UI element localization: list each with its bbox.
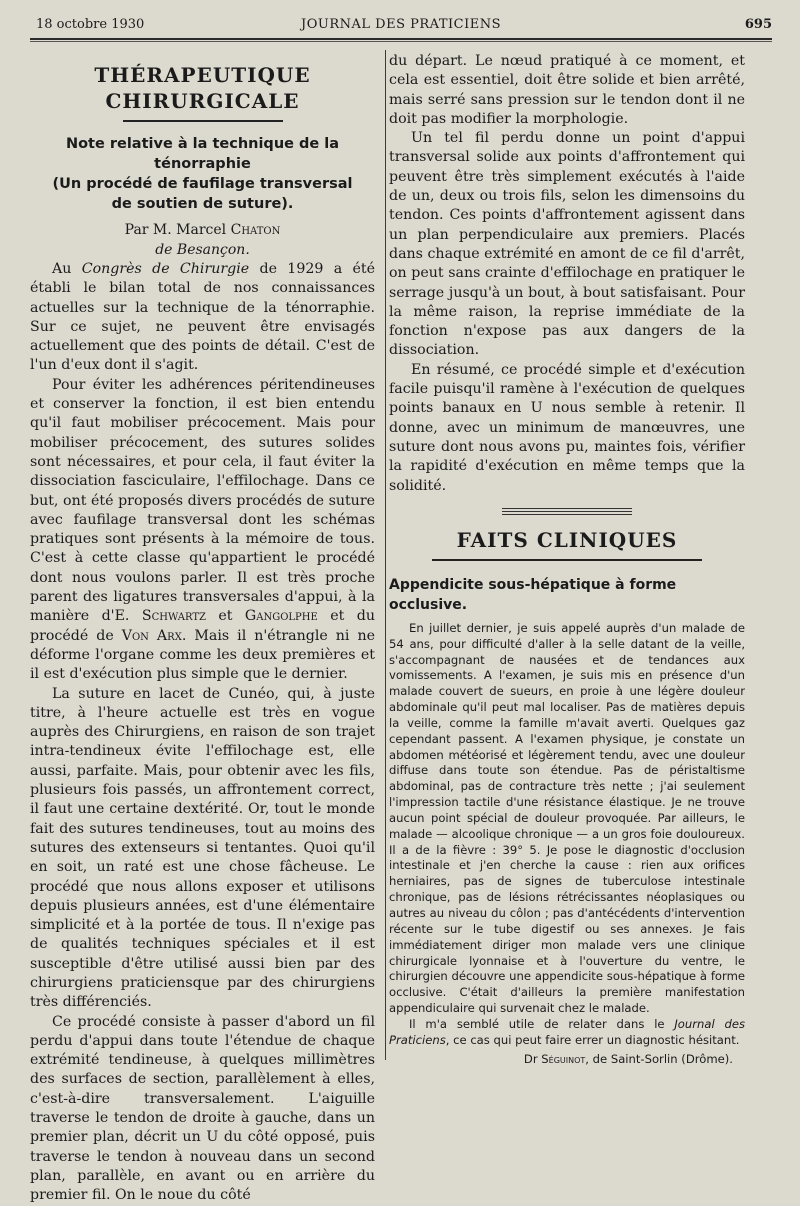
byline: [30, 220, 375, 260]
case-paragraph-2: Il m'a semblé utile de relater dans le Journal des Praticiens, ce cas qui peut faire errer un diagnostic hésitant.: [389, 1016, 745, 1047]
case-title: Appendicite sous-hépatique à forme occlusive.: [389, 576, 677, 613]
header-rule: [30, 38, 772, 40]
section-separator: [502, 508, 632, 515]
section-title: THÉRAPEUTIQUE CHIRURGICALE: [94, 63, 311, 113]
note-title-line-2: (Un procédé de faufilage transversal: [52, 176, 353, 192]
column-divider: [385, 50, 386, 1060]
name-schwartz: Schwartz: [141, 608, 206, 625]
paragraph-2: Pour éviter les adhérences péritendineuses et conserver la fonction, il est bien entendu qu'il faut mobiliser précocement. Mais pour mobiliser précocement, des sutures solides sont nécessaires, et pour cela, il faut éviter la dissociation fasciculaire, l'effilochage. Dans ce but, ont été proposés divers procédés de suture avec faufilage transversal dont les schémas pratiques sont présents à la mémoire de tous. C'est à cette classe qu'appartient le procédé dont nous voulons parler. Il est très proche parent des ligatures transversales d'appui, à la manière d'E. Schwartz et Gangolphe et du procédé de Von Arx. Mais il n'étrangle ni ne déforme l'organe comme les deux premières et il est d'exécution plus simple que le dernier.: [30, 376, 375, 683]
header-date: 18 octobre 1930: [36, 17, 145, 32]
left-column: [30, 52, 375, 1206]
note-title-line-1: Note relative à la technique de la ténorraphie: [65, 136, 340, 172]
page-header: [30, 17, 772, 39]
faits-cliniques-title: FAITS CLINIQUES: [456, 527, 678, 552]
name-vonarx: Von Arx: [121, 627, 182, 644]
note-title-line-3: de soutien de suture).: [111, 196, 294, 212]
signature-name: Séguinot: [541, 1051, 586, 1066]
signature: Dr Séguinot, de Saint-Sorlin (Drôme).: [523, 1051, 733, 1066]
journal-reference: Journal des Praticiens: [389, 1016, 745, 1047]
right-paragraph-2: Un tel fil perdu donne un point d'appui transversal solide aux points d'affrontement qui peuvent être très simplement exécutés à l'aide de un, deux ou trois fils, selon les dimensoins du tendon. Ces points d'affrontement agissent dans un plan perpendiculaire aux premiers. Placés dans chaque extrémité en amont de ce fil d'arrêt, on peut sans crainte d'effilochage en pratiquer le serrage jusqu'à un bout, à bout satisfaisant. Pour la même raison, la reprise immédiate de la fonction n'expose pas aux dangers de la dissociation.: [389, 130, 745, 359]
header-rule-thin: [30, 41, 772, 42]
paragraph-3: La suture en lacet de Cunéo, qui, à juste titre, à l'heure actuelle est très en vogue auprès des Chirurgiens, en raison de son trajet intra-tendineux évite l'effilochage est, elle aussi, parfaite. Mais, pour obtenir avec les fils, plusieurs fois passés, un affrontement correct, il faut une certaine dextérité. Or, tout le monde fait des sutures tendineuses, tout au moins des sutures des extenseurs si tentantes. Quoi qu'il en soit, un raté est une chose fâcheuse. Le procédé que nous allons exposer et utilisons depuis plusieurs années, est d'une élémentaire simplicité et à la portée de tous. Il n'exige pas de qualités techniques spéciales et il est susceptible d'être utilisé aussi bien par des chirurgiens praticiensque par des chirurgiens très différenciés.: [30, 685, 375, 1011]
note-title: [30, 134, 375, 214]
byline-prefix: Par M. Marcel: [124, 222, 227, 238]
right-paragraph-1: du départ. Le nœud pratiqué à ce moment, et cela est essentiel, doit être solide et bien arrêté, mais serré sans pression sur le tendon dont il ne doit pas modifier la morphologie.: [389, 53, 745, 127]
paragraph-1: Au Congrès de Chirurgie de 1929 a été établi le bilan total de nos connaissances actuelles sur la technique de la ténorraphie. Sur ce sujet, ne peuvent être envisagés actuellement que des points de détail. C'est de l'un d'eux dont il s'agit.: [30, 261, 375, 374]
page-number: 695: [744, 17, 772, 32]
section-title-rule: [123, 120, 283, 122]
name-gangolphe: Gangolphe: [244, 608, 318, 625]
faits-cliniques-rule: [432, 559, 702, 561]
paragraph-4: Ce procédé consiste à passer d'abord un fil perdu d'appui dans toute l'étendue de chaque extrémité tendineuse, à quelques millimètres des surfaces de section, parallèlement à elles, c'est-à-dire transversalement. L'aiguille traverse le tendon de droite à gauche, dans un premier plan, décrit un U du côté opposé, puis traverse le tendon à nouveau dans un second plan, parallèle, en avant ou en arrière du premier fil. On le noue du côté: [30, 1013, 375, 1204]
header-journal-title: JOURNAL DES PRATICIENS: [301, 17, 501, 32]
right-paragraph-3: En résumé, ce procédé simple et d'exécution facile puisqu'il ramène à l'exécution de quelques points banaux en U nous semble à retenir. Il donne, avec un minimum de manœuvres, une suture dont nous avons pu, maintes fois, vérifier la rapidité d'exécution en même temps que la solidité.: [389, 361, 745, 494]
case-paragraph-1: En juillet dernier, je suis appelé auprès d'un malade de 54 ans, pour difficulté d'aller à la selle datant de la veille, s'accompagnant de nausées et de tendances aux vomissements. A l'examen, je suis mis en présence d'un malade couvert de sueurs, en proie à une légère douleur abdominale qu'il peut mal localiser. Pas de matières depuis la veille, comme la famille m'avait averti. Quelques gaz cependant passent. A l'examen physique, je constate un abdomen météorisé et légèrement tendu, avec une douleur diffuse dans toute son étendue. Pas de péristaltisme abdominal, pas de contracture très nette ; j'ai seulement l'impression tactile d'une résistance élastique. Je ne trouve aucun point spécial de douleur provoquée. Par ailleurs, le malade — alcoolique chronique — a un gros foie douloureux. Il a de la fièvre : 39° 5. Je pose le diagnostic d'occlusion intestinale et j'en cherche la cause : rien aux orifices herniaires, pas de signes de tuberculose intestinale chronique, pas de lésions rétrécissantes néoplasiques ou autres au niveau du côlon ; pas d'antécédents d'intervention récente sur le tube digestif ou ses annexes. Je fais immédiatement diriger mon malade vers une clinique chirurgicale lyonnaise et à l'ouverture du ventre, le chirurgien découvre une appendicite sous-hépatique à forme occlusive. C'était d'ailleurs la première manifestation appendiculaire qui survenait chez le malade.: [389, 620, 745, 1016]
right-column: [389, 52, 745, 1066]
author-place: de Besançon.: [155, 242, 250, 258]
author-name: Chaton: [230, 222, 281, 238]
congress-name: Congrès de Chirurgie: [81, 261, 250, 277]
